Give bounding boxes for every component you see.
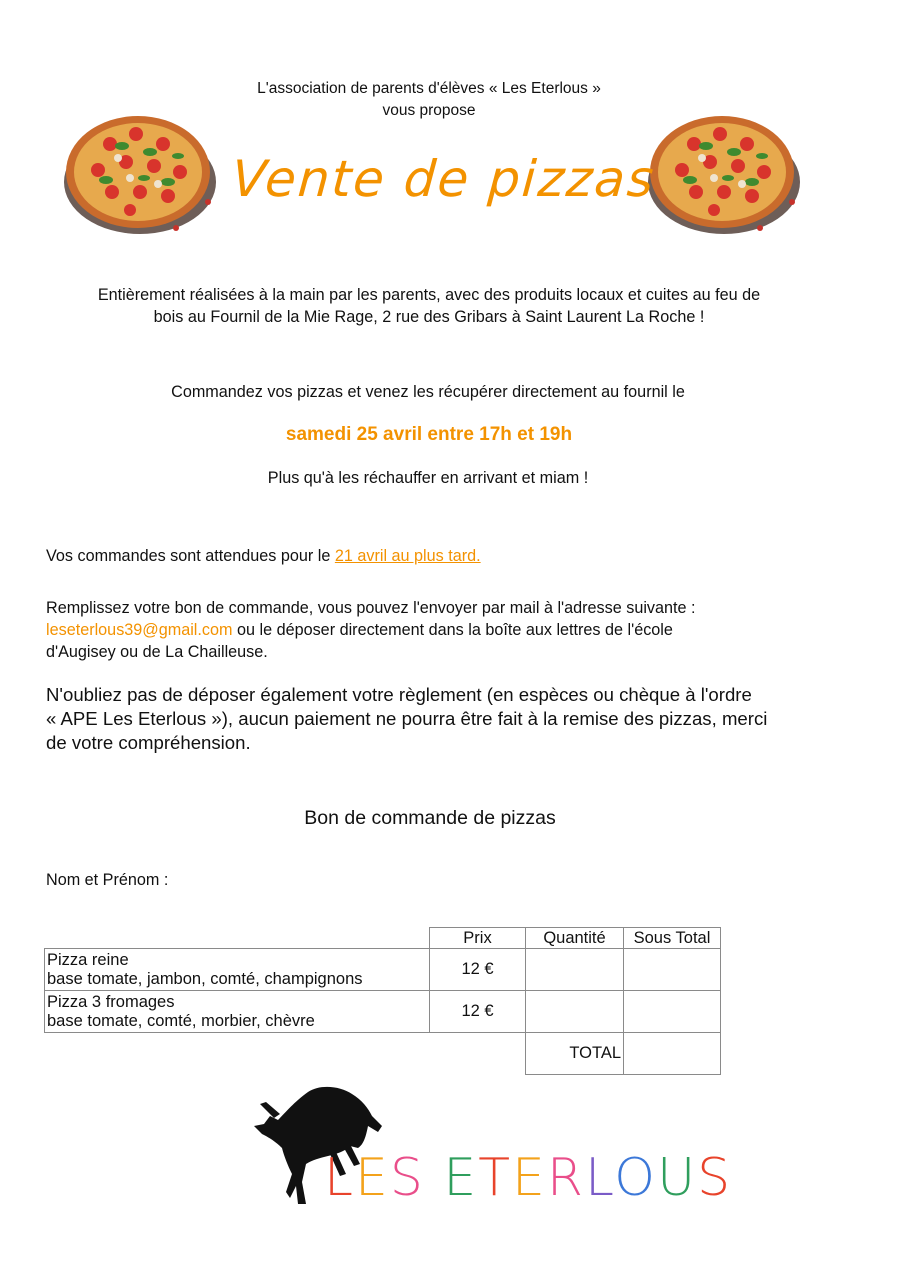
item-name: Pizza 3 fromages	[47, 992, 175, 1011]
logo-letter	[425, 1148, 444, 1208]
subtotal-cell[interactable]	[624, 991, 721, 1033]
payment-line-2: « APE Les Eterlous »), aucun paiement ne pourra être fait à la remise des pizzas, merci	[46, 708, 768, 729]
item-description: base tomate, comté, morbier, chèvre	[47, 1011, 315, 1030]
logo-letter: R	[546, 1148, 586, 1208]
logo-letter: U	[657, 1148, 698, 1208]
item-price: 12 €	[430, 991, 526, 1033]
payment-line-1: N'oubliez pas de déposer également votre règlement (en espèces ou chèque à l'ordre	[46, 684, 752, 705]
column-header-subtotal: Sous Total	[624, 928, 721, 949]
table-row	[45, 949, 721, 991]
pizza-left-illustration	[58, 100, 218, 250]
item-price: 12 €	[430, 949, 526, 991]
pizza-right-illustration	[642, 100, 802, 250]
logo-letter: L	[324, 1148, 355, 1208]
header-line-2: vous propose	[382, 102, 476, 119]
logo-text	[324, 1148, 732, 1208]
logo-letter: E	[354, 1148, 390, 1208]
column-header-quantity: Quantité	[526, 928, 624, 949]
header-line-1: L'association de parents d'élèves « Les Eterlous »	[257, 80, 601, 97]
total-row	[45, 1033, 721, 1075]
item-cell	[45, 949, 430, 991]
logo-letter: S	[697, 1148, 733, 1208]
intro-paragraph	[0, 284, 858, 328]
intro-line-1: Entièrement réalisées à la main par les parents, avec des produits locaux et cuites au feu de	[97, 286, 761, 304]
payment-line-3: de votre compréhension.	[46, 732, 251, 753]
logo-letter: E	[443, 1148, 479, 1208]
instructions-line-2	[46, 619, 866, 641]
table-row	[45, 991, 721, 1033]
instructions-paragraph	[46, 597, 866, 663]
item-name: Pizza reine	[47, 950, 129, 969]
name-label: Nom et Prénom :	[46, 871, 169, 889]
column-header-price: Prix	[430, 928, 526, 949]
deadline-line	[46, 545, 481, 567]
page-title: Vente de pizzas	[229, 150, 658, 208]
deadline-text: Vos commandes sont attendues pour le	[46, 547, 335, 565]
item-cell	[45, 991, 430, 1033]
total-label: TOTAL	[526, 1033, 624, 1075]
instructions-line-2-rest: ou le déposer directement dans la boîte aux lettres de l'école	[232, 621, 673, 639]
table-header-row	[45, 928, 721, 949]
logo-letter: O	[614, 1148, 658, 1208]
pickup-line: Commandez vos pizzas et venez les récupérer directement au fournil le	[171, 383, 685, 401]
form-title: Bon de commande de pizzas	[304, 807, 556, 829]
logo-letter: E	[512, 1148, 547, 1208]
quantity-cell[interactable]	[526, 991, 624, 1033]
intro-line-2: bois au Fournil de la Mie Rage, 2 rue des Gribars à Saint Laurent La Roche !	[153, 308, 705, 326]
total-cell[interactable]	[624, 1033, 721, 1075]
subtotal-cell[interactable]	[624, 949, 721, 991]
reheat-line: Plus qu'à les réchauffer en arrivant et miam !	[267, 469, 589, 487]
email-link[interactable]: leseterlous39@gmail.com	[46, 621, 233, 639]
order-table	[44, 927, 721, 1075]
instructions-line-1: Remplissez votre bon de commande, vous pouvez l'envoyer par mail à l'adresse suivante :	[46, 599, 696, 617]
quantity-cell[interactable]	[526, 949, 624, 991]
pickup-date: samedi 25 avril entre 17h et 19h	[285, 424, 573, 445]
logo-letter: T	[478, 1148, 513, 1208]
item-description: base tomate, jambon, comté, champignons	[47, 969, 363, 988]
logo-letter: L	[585, 1148, 615, 1208]
instructions-line-3: d'Augisey ou de La Chailleuse.	[46, 643, 268, 661]
deadline-link[interactable]: 21 avril au plus tard.	[334, 547, 481, 565]
payment-paragraph	[46, 683, 866, 755]
logo-letter: S	[389, 1148, 425, 1208]
